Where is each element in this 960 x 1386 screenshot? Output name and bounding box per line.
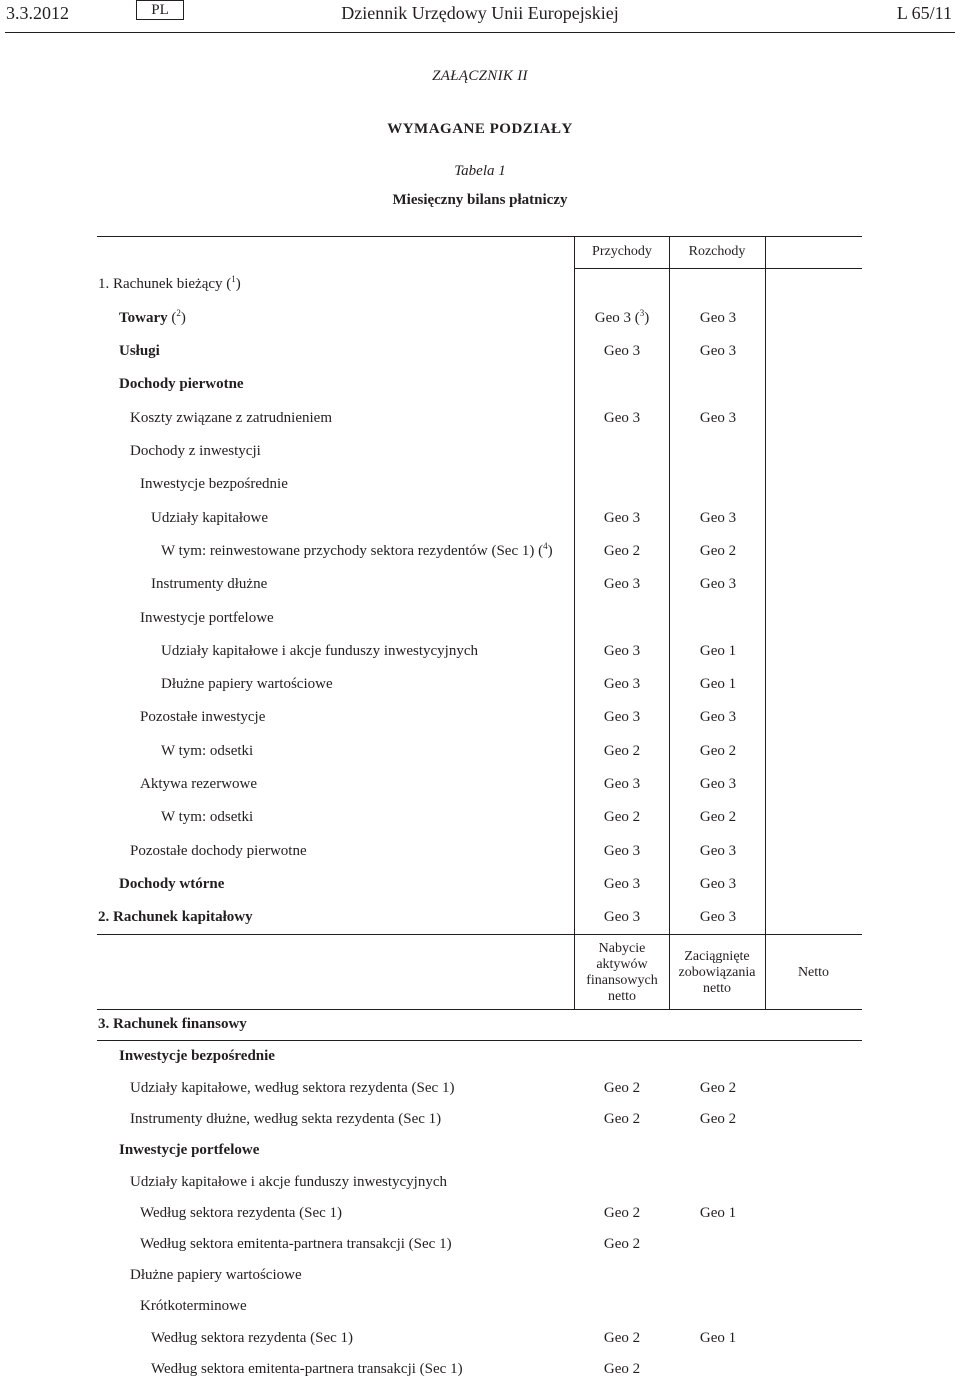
liabilities-cell: Geo 1 (699, 1205, 737, 1221)
row-label: Dochody wtórne (119, 876, 225, 892)
credit-cell: Geo 3 ($^3$) (594, 308, 650, 326)
table-row (0, 476, 960, 498)
table-row (0, 1016, 960, 1038)
credit-cell: Geo 3 (603, 343, 641, 359)
row-label: Według sektora rezydenta (Sec 1) (140, 1205, 343, 1221)
row-label: Inwestycje bezpośrednie (119, 1048, 275, 1064)
section2-head-rule (97, 1009, 862, 1010)
row-label: Według sektora emitenta-partnera transakcji (Sec 1) (151, 1361, 463, 1377)
assets-cell: Geo 2 (603, 1330, 641, 1346)
table-row (0, 1205, 960, 1227)
row-label: Pozostałe dochody pierwotne (130, 843, 307, 859)
liabilities-cell: Geo 2 (699, 1111, 737, 1127)
col-head-liabilities-line: netto (703, 981, 731, 996)
col-head-assets-line: netto (608, 989, 636, 1004)
table-row (0, 1142, 960, 1164)
credit-cell: Geo 3 (603, 576, 641, 592)
credit-cell: Geo 3 (603, 410, 641, 426)
table-row (0, 776, 960, 798)
row-label: 1. Rachunek bieżący ($^1$) (98, 274, 241, 292)
credit-cell: Geo 3 (603, 843, 641, 859)
table-row (0, 576, 960, 598)
debit-cell: Geo 2 (699, 543, 737, 559)
table-row (0, 1330, 960, 1352)
debit-cell: Geo 3 (699, 576, 737, 592)
row-label: Dochody pierwotne (119, 376, 244, 392)
col-head-liabilities (669, 949, 765, 997)
credit-cell: Geo 3 (603, 876, 641, 892)
row-label: Udziały kapitałowe (151, 510, 269, 526)
row-label: Krótkoterminowe (140, 1298, 247, 1314)
debit-cell: Geo 3 (699, 410, 737, 426)
table-row (0, 876, 960, 898)
row-label: Dłużne papiery wartościowe (161, 676, 333, 692)
table-row (0, 1111, 960, 1133)
col-head-assets (574, 941, 670, 1005)
table-row (0, 1048, 960, 1070)
row-label: Dochody z inwestycji (130, 443, 261, 459)
liabilities-cell: Geo 2 (699, 1080, 737, 1096)
row-label: Instrumenty dłużne, według sekta rezydenta (Sec 1) (130, 1111, 442, 1127)
debit-cell: Geo 3 (699, 776, 737, 792)
table-row (0, 809, 960, 831)
row-label: Inwestycje portfelowe (140, 610, 274, 626)
assets-cell: Geo 2 (603, 1361, 641, 1377)
row-label: Koszty związane z zatrudnieniem (130, 410, 332, 426)
debit-cell: Geo 3 (699, 909, 737, 925)
debit-cell: Geo 1 (699, 676, 737, 692)
table-row (0, 376, 960, 398)
head-bottom-rule (574, 268, 862, 269)
credit-cell: Geo 3 (603, 709, 641, 725)
section3-rule (97, 1040, 862, 1041)
row-label: Według sektora emitenta-partnera transakcji (Sec 1) (140, 1236, 452, 1252)
row-label: Inwestycje portfelowe (119, 1142, 260, 1158)
row-label: Udziały kapitałowe i akcje funduszy inwestycyjnych (130, 1174, 447, 1190)
debit-cell: Geo 3 (699, 510, 737, 526)
debit-cell: Geo 3 (699, 343, 737, 359)
row-label: 2. Rachunek kapitałowy (98, 909, 253, 925)
table-row (0, 1298, 960, 1320)
row-label: W tym: reinwestowane przychody sektora rezydentów (Sec 1) ($^4$) (161, 541, 553, 559)
table-row (0, 676, 960, 698)
debit-cell: Geo 2 (699, 809, 737, 825)
col-head-credit: Przychody (592, 244, 652, 259)
row-label: Towary ($^2$) (119, 308, 186, 326)
assets-cell: Geo 2 (603, 1111, 641, 1127)
credit-cell: Geo 2 (603, 543, 641, 559)
table-row (0, 643, 960, 665)
table-row (0, 1361, 960, 1383)
credit-cell: Geo 3 (603, 776, 641, 792)
table-label: Tabela 1 (454, 163, 506, 179)
row-label: Inwestycje bezpośrednie (140, 476, 288, 492)
table-row (0, 1174, 960, 1196)
section2-top-rule (97, 934, 862, 935)
table-row (0, 1267, 960, 1289)
table-title: Miesięczny bilans płatniczy (392, 192, 568, 208)
col-head-assets-line: aktywów (596, 957, 648, 972)
debit-cell: Geo 3 (699, 843, 737, 859)
col-head-net: Netto (797, 965, 830, 980)
table-row (0, 909, 960, 931)
debit-cell: Geo 2 (699, 743, 737, 759)
required-breakdowns-title: WYMAGANE PODZIAŁY (387, 121, 573, 137)
table-row (0, 1236, 960, 1258)
col-head-assets-line: Nabycie (598, 941, 646, 956)
table-top-rule (97, 236, 862, 237)
table-row (0, 343, 960, 365)
publication-date: 3.3.2012 (6, 3, 69, 23)
assets-cell: Geo 2 (603, 1205, 641, 1221)
table-row (0, 843, 960, 865)
credit-cell: Geo 2 (603, 743, 641, 759)
liabilities-cell: Geo 1 (699, 1330, 737, 1346)
table-row (0, 310, 960, 332)
debit-cell: Geo 1 (699, 643, 737, 659)
col-head-assets-line: finansowych (586, 973, 658, 988)
row-label: Aktywa rezerwowe (140, 776, 258, 792)
credit-cell: Geo 3 (603, 510, 641, 526)
row-label: Dłużne papiery wartościowe (130, 1267, 302, 1283)
table-row (0, 743, 960, 765)
col-head-liabilities-line: zobowiązania (678, 965, 756, 980)
assets-cell: Geo 2 (603, 1080, 641, 1096)
table-row (0, 1080, 960, 1102)
credit-cell: Geo 3 (603, 676, 641, 692)
row-label: Instrumenty dłużne (151, 576, 268, 592)
row-label: Według sektora rezydenta (Sec 1) (151, 1330, 354, 1346)
row-label: W tym: odsetki (161, 743, 254, 759)
row-label: Udziały kapitałowe i akcje funduszy inwestycyjnych (161, 643, 478, 659)
language-badge: PL (136, 0, 184, 20)
assets-cell: Geo 2 (603, 1236, 641, 1252)
table-row (0, 610, 960, 632)
table-row (0, 709, 960, 731)
journal-header (0, 0, 960, 30)
col-head-debit: Rozchody (688, 244, 746, 259)
credit-cell: Geo 2 (603, 809, 641, 825)
debit-cell: Geo 3 (699, 876, 737, 892)
row-label: W tym: odsetki (161, 809, 254, 825)
row-label: Usługi (119, 343, 160, 359)
table-row (0, 410, 960, 432)
table-row (0, 276, 960, 298)
page-number: L 65/11 (896, 3, 952, 23)
debit-cell: Geo 3 (699, 709, 737, 725)
col-head-liabilities-line: Zaciągnięte (684, 949, 750, 964)
table-row (0, 510, 960, 532)
table-row (0, 543, 960, 565)
row-label: 3. Rachunek finansowy (98, 1016, 247, 1032)
journal-title: Dziennik Urzędowy Unii Europejskiej (341, 3, 619, 23)
credit-cell: Geo 3 (603, 909, 641, 925)
row-label: Udziały kapitałowe, według sektora rezydenta (Sec 1) (130, 1080, 455, 1096)
header-rule (5, 32, 955, 33)
credit-cell: Geo 3 (603, 643, 641, 659)
row-label: Pozostałe inwestycje (140, 709, 266, 725)
table-row (0, 443, 960, 465)
debit-cell: Geo 3 (699, 310, 737, 326)
annex-title: ZAŁĄCZNIK II (432, 68, 528, 84)
